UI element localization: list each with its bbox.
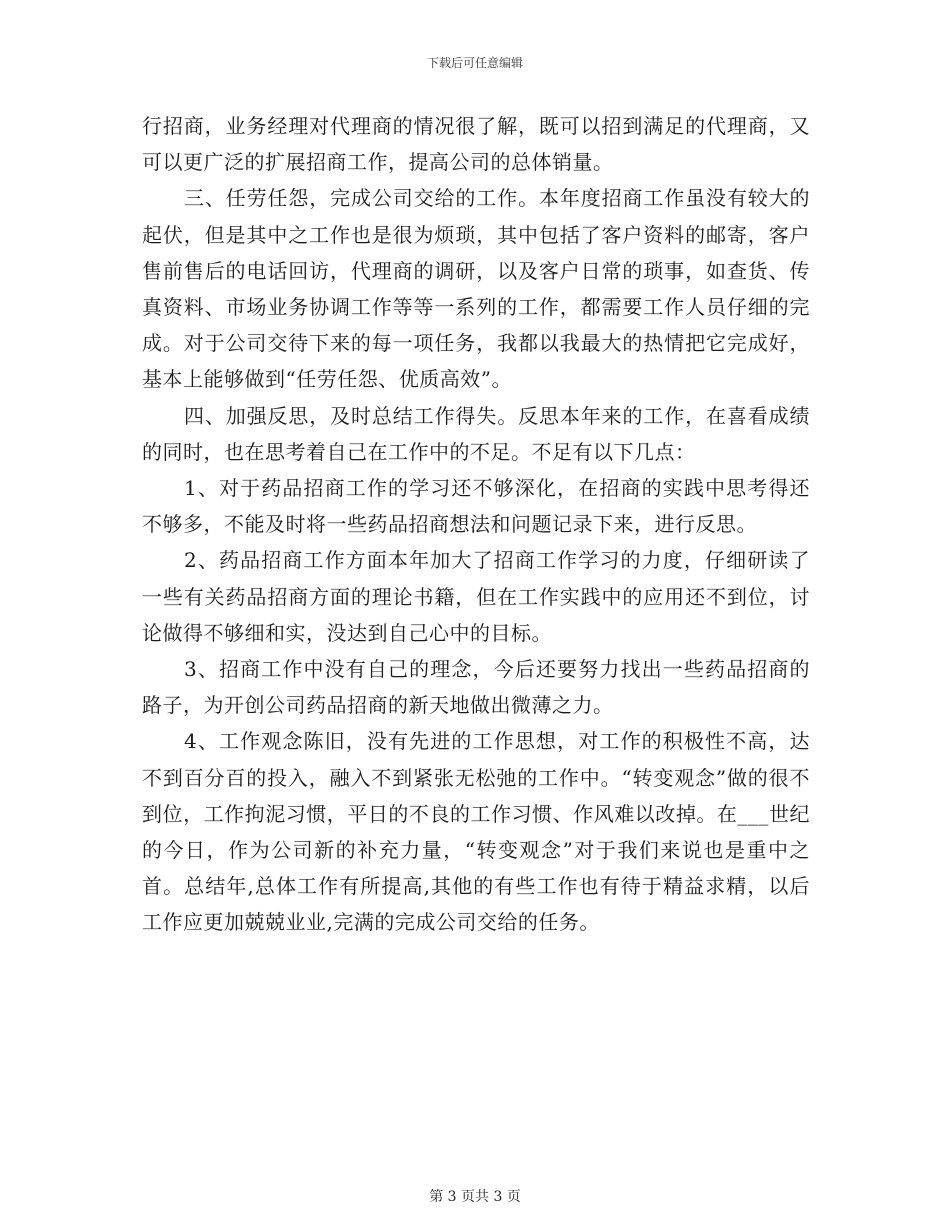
paragraph-point-one: 1、对于药品招商工作的学习还不够深化，在招商的实践中思考得还不够多，不能及时将一些药品招商想法和问题记录下来，进行反思。 (142, 476, 810, 537)
paragraph-section-three: 三、任劳任怨，完成公司交给的工作。本年度招商工作虽没有较大的起伏，但是其中之工作也是很为烦琐，其中包括了客户资料的邮寄，客户售前售后的电话回访，代理商的调研，以及客户日常的琐事，如查货、传真资料、市场业务协调工作等等一系列的工作，都需要工作人员仔细的完成。对于公司交待下来的每一项任务，我都以我最大的热情把它完成好，基本上能够做到“任劳任怨、优质高效”。 (142, 186, 810, 392)
paragraph-point-four: 4、工作观念陈旧，没有先进的工作思想，对工作的积极性不高，达不到百分百的投入，融入不到紧张无松弛的工作中。“转变观念”做的很不到位，工作拘泥习惯，平日的不良的工作习惯、作风难以改掉。在___世纪的今日，作为公司新的补充力量，“转变观念”对于我们来说也是重中之首。总结年,总体工作有所提高,其他的有些工作也有待于精益求精，以后工作应更加兢兢业业,完满的完成公司交给的任务。 (142, 729, 810, 935)
paragraph-continuation: 行招商，业务经理对代理商的情况很了解，既可以招到满足的代理商，又可以更广泛的扩展招商工作，提高公司的总体销量。 (142, 114, 810, 175)
paragraph-section-four: 四、加强反思，及时总结工作得失。反思本年来的工作，在喜看成绩的同时，也在思考着自己在工作中的不足。不足有以下几点： (142, 403, 810, 464)
paragraph-point-three: 3、招商工作中没有自己的理念，今后还要努力找出一些药品招商的路子，为开创公司药品招商的新天地做出微薄之力。 (142, 657, 810, 718)
document-body (142, 108, 810, 941)
paragraph-point-two: 2、药品招商工作方面本年加大了招商工作学习的力度，仔细研读了一些有关药品招商方面的理论书籍，但在工作实践中的应用还不到位，讨论做得不够细和实，没达到自己心中的目标。 (142, 548, 810, 645)
page-footer: 第 3 页共 3 页 (429, 1189, 521, 1205)
page-header: 下载后可任意编辑 (426, 56, 523, 70)
